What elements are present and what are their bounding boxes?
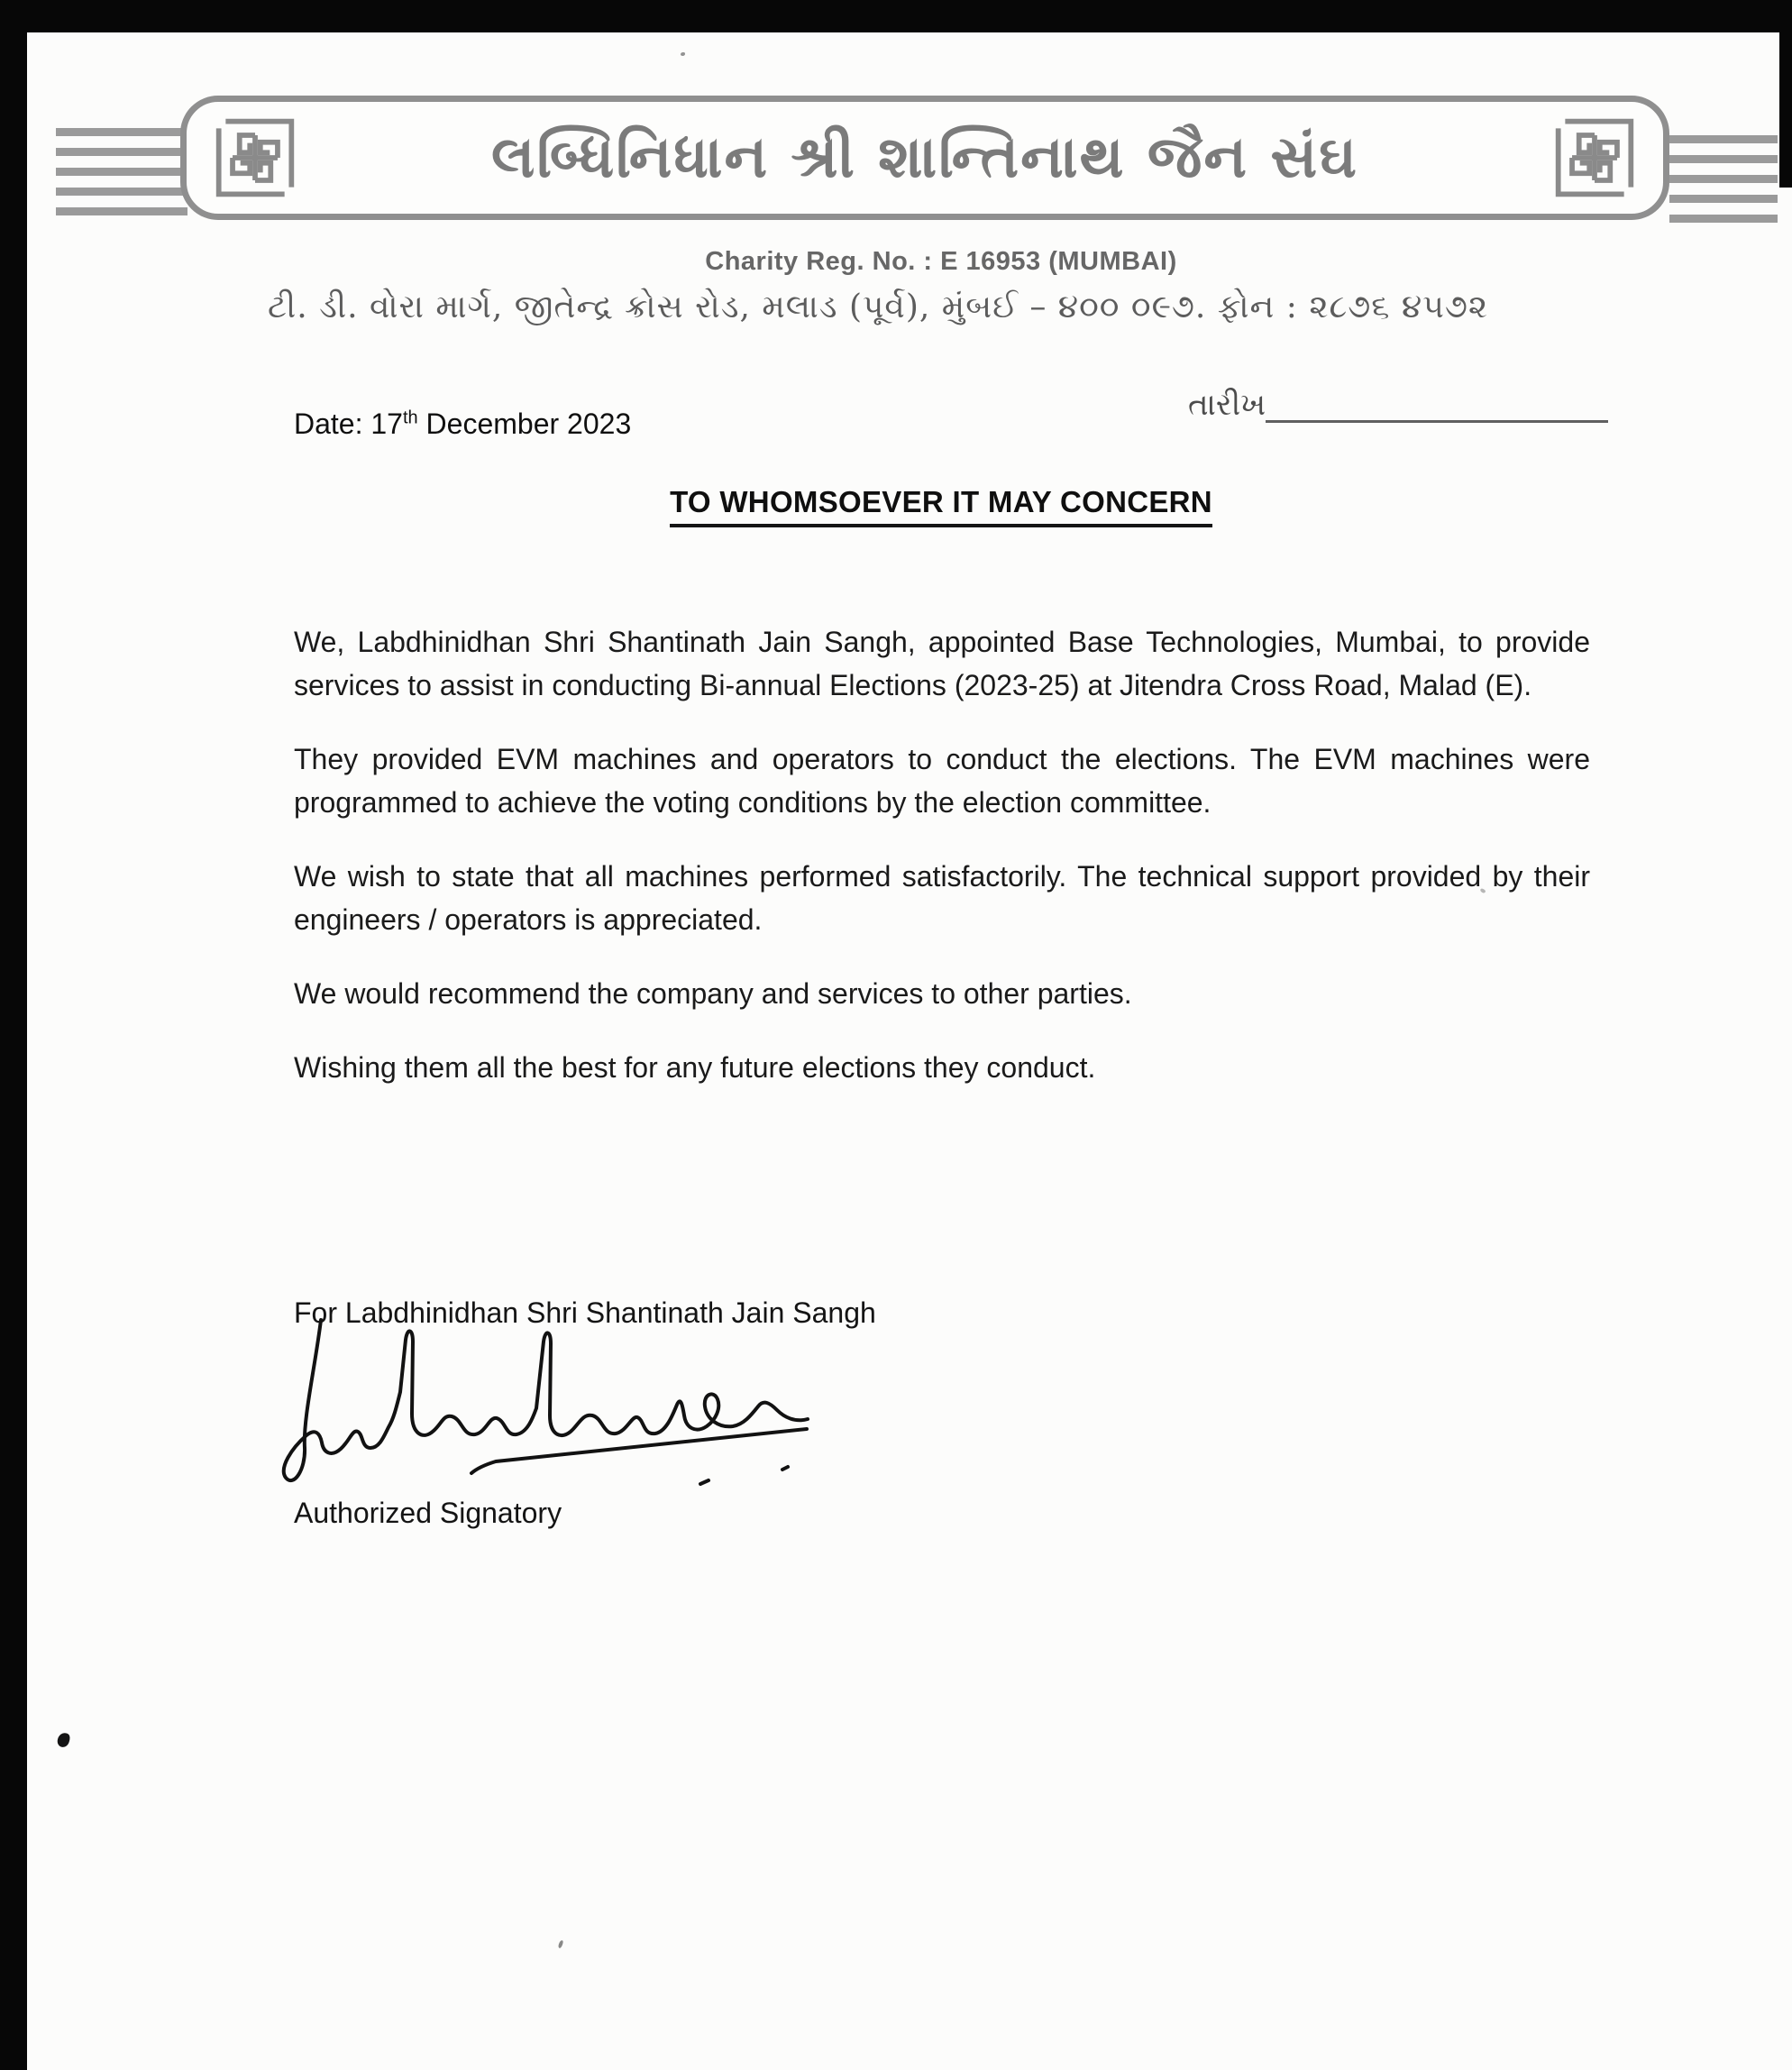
- handwritten-signature: [279, 1313, 939, 1500]
- paragraph: Wishing them all the best for any future elections they conduct.: [294, 1051, 1096, 1084]
- paragraph: We wish to state that all machines performed satisfactorily. The technical support provided by their engineers / operators is appreciated.: [294, 860, 1590, 936]
- scan-speck: [681, 52, 685, 56]
- organization-address: ટી. ડી. વોરા માર્ગ, જીતેન્દ્ર ક્રોસ રોડ, મલાડ (પૂર્વ), મુંબઈ – ૪૦૦ ૦૯૭. ફોન : ૨૮૭૬ ૪૫૭૨: [267, 289, 1489, 325]
- paragraph: They provided EVM machines and operators to conduct the elections. The EVM machines were programmed to achieve the voting conditions by the election committee.: [294, 743, 1590, 819]
- signatory-role: Authorized Signatory: [294, 1497, 562, 1529]
- letter-title: TO WHOMSOEVER IT MAY CONCERN: [0, 485, 1792, 527]
- swastika-maze-ornament-icon: [1551, 114, 1638, 201]
- signoff-line: For Labdhinidhan Shri Shantinath Jain Sangh: [294, 1296, 876, 1329]
- tarikh-blank-line: [1266, 386, 1608, 423]
- date-month-year: December 2023: [425, 408, 632, 440]
- date-label: Date:: [294, 408, 363, 440]
- tarikh-field: [1188, 386, 1608, 423]
- paragraph: We, Labdhinidhan Shri Shantinath Jain Sangh, appointed Base Technologies, Mumbai, to provide services to assist in conducting Bi-annual Elections (2023-25) at Jitendra Cross Road, Malad (E).: [294, 626, 1590, 701]
- banner-stripes-left: [56, 128, 187, 215]
- letterhead-banner: [180, 96, 1669, 220]
- charity-registration: Charity Reg. No. : E 16953 (MUMBAI): [705, 247, 1177, 276]
- date-line: [294, 408, 631, 441]
- scan-edge-right: [1779, 0, 1792, 188]
- date-day: 17: [370, 408, 403, 440]
- date-ordinal: th: [402, 408, 418, 428]
- scan-speck: [558, 1940, 564, 1949]
- scan-speck: [56, 1732, 70, 1749]
- tarikh-label: તારીખ: [1188, 387, 1266, 423]
- letter-body: [294, 620, 1590, 1120]
- organization-name: લબ્ધિનિધાન શ્રી શાન્તિનાથ જૈન સંઘ: [490, 124, 1359, 191]
- swastika-maze-ornament-icon: [212, 114, 298, 201]
- banner-stripes-right: [1669, 135, 1778, 223]
- paragraph: We would recommend the company and services to other parties.: [294, 977, 1132, 1010]
- scan-edge-top: [0, 0, 1792, 32]
